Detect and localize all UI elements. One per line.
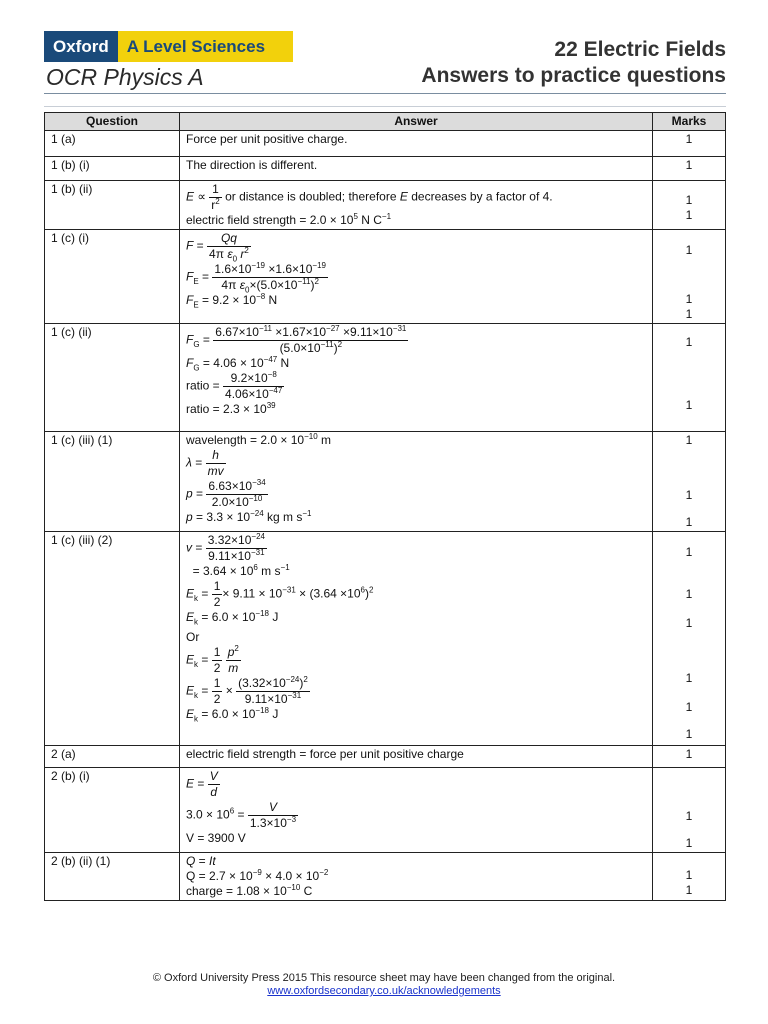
table-row [45,157,726,181]
copyright-footer: © Oxford University Press 2015 This resource sheet may have been changed from the original. [152,972,616,984]
answer-cell [180,157,653,181]
formula-line: $F_G$ = $\frac{6.67\times 10^{-11} \times 1.67\times 10^{-27} \times 9.11\times 10^{-31}}{(5.0\times 10^{-11})^2}$ [186,324,407,355]
answer-text: electric field strength = force per unit positive charge [186,747,464,761]
question-cell: 1 (b) (i) [45,157,180,181]
table-row [45,131,726,157]
answer-cell [180,324,653,432]
ratio-result-line: ratio = $2.3 \times 10^{39}$ [186,401,276,416]
question-cell: 2 (a) [45,746,180,768]
answer-cell [180,532,653,746]
substitution-line: $Q = 2.7 \times 10^{-9} \times 4.0 \times 10^{-2}$ [186,868,329,883]
answer-text: The direction is different. [186,158,318,172]
marks-cell: 1 1 [653,853,726,901]
marks-cell: 1 1 1 [653,230,726,324]
question-cell: 1 (c) (ii) [45,324,180,432]
table-row [45,230,726,324]
alt-substitution-line: $E_k$ = $\frac{1}{2}$ × $\frac{(3.32\times 10^{-24})^2}{9.11\times 10^{-31}}$ [186,675,308,706]
answer-cell [180,230,653,324]
formula-line: Q = It [186,854,216,868]
kinetic-energy-result-line: $E_k = 6.0 \times 10^{-18}$ J [186,609,279,627]
substitution-line: $F_E$ = $\frac{1.6\times 10^{-19} \times 1.6\times 10^{-19}}{4\pi \varepsilon_0\times(5.0\times 10^{-11})^2}$ [186,261,326,295]
marks-cell: 1 [653,131,726,157]
answer-cell [180,131,653,157]
substitution-line: p = $\frac{6.63\times 10^{-34}}{2.0\times 10^{-10}}$ [186,478,266,509]
proportionality-line: E ∝ $\frac{1}{r^2}$ or distance is doubled; therefore E decreases by a factor of 4. [186,182,553,212]
alt-formula-line: $E_k$ = $\frac{1}{2}$ $\frac{p^2}{m}$ [186,644,239,675]
table-row [45,324,726,432]
velocity-line: v = $\frac{3.32\times 10^{-24}}{9.11\times 10^{-31}}$ [186,532,265,563]
substitution-line: $3.0 \times 10^6$ = $\frac{V}{1.3\times 10^{-3}}$ [186,800,297,830]
result-line: $F_G = 4.06 \times 10^{-47}$ N [186,355,290,373]
wavelength-line: wavelength = $2.0 \times 10^{-10}$ m [186,432,332,447]
column-header-question: Question [45,113,180,131]
question-cell: 1 (c) (iii) (2) [45,532,180,746]
marks-cell: 1 1 1 [653,432,726,532]
ratio-line: ratio = $\frac{9.2\times 10^{-8}}{4.06\times 10^{-47}}$ [186,370,283,401]
marks-cell: 1 [653,746,726,768]
answer-cell [180,768,653,853]
field-strength-line: electric field strength = $2.0 \times 10^5$ N $C^{-1}$ [186,212,392,227]
chapter-title: 22 Electric Fields [554,38,726,61]
acknowledgements-link[interactable]: www.oxfordsecondary.co.uk/acknowledgements [267,985,501,997]
table-row [45,746,726,768]
marks-cell: 1 1 [653,768,726,853]
result-line: V = 3900 V [186,831,246,845]
marks-cell: 1 1 1 1 1 1 [653,532,726,746]
marks-cell: 1 1 [653,181,726,230]
oxford-logo [44,31,293,62]
column-header-answer: Answer [180,113,653,131]
logo-oxford-text: Oxford [44,31,118,62]
kinetic-energy-line: $E_k$ = $\frac{1}{2}$ × $9.11 \times 10^{-31} \times (3.64 \times 10^6)^2$ [186,579,374,609]
result-line: $p = 3.3 \times 10^{-24}$ kg m $s^{-1}$ [186,509,312,524]
answer-cell [180,432,653,532]
question-cell: 2 (b) (ii) (1) [45,853,180,901]
table-row [45,768,726,853]
question-cell: 1 (c) (i) [45,230,180,324]
table-row [45,181,726,230]
marks-cell: 1 [653,157,726,181]
table-row [45,532,726,746]
alt-result-line: $E_k = 6.0 \times 10^{-18}$ J [186,706,279,724]
velocity-result-line: = $3.64 \times 10^6$ m $s^{-1}$ [186,563,290,578]
header-rule-light [44,106,726,107]
logo-series-text: A Level Sciences [118,31,293,62]
answers-table [44,112,726,901]
formula-line: F = $\frac{Qq}{4\pi \varepsilon_0 r^2}$ [186,231,249,264]
question-cell: 1 (a) [45,131,180,157]
marks-cell: 1 1 [653,324,726,432]
answer-cell [180,853,653,901]
document-title: Answers to practice questions [421,64,726,87]
column-header-marks: Marks [653,113,726,131]
subject-title: OCR Physics A [46,64,204,90]
formula-line: λ = $\frac{h}{mv}$ [186,448,224,478]
question-cell: 2 (b) (i) [45,768,180,853]
table-row [45,853,726,901]
result-line: $F_E = 9.2 \times 10^{-8}$ N [186,292,278,310]
question-cell: 1 (b) (ii) [45,181,180,230]
or-label: Or [186,630,200,644]
table-header-row [45,113,726,131]
result-line: charge = $1.08 \times 10^{-10}$ C [186,883,313,898]
formula-line: E = $\frac{V}{d}$ [186,769,218,799]
answer-cell [180,746,653,768]
table-row [45,432,726,532]
header-rule [44,93,726,94]
question-cell: 1 (c) (iii) (1) [45,432,180,532]
answer-text: Force per unit positive charge. [186,132,348,146]
answer-cell [180,181,653,230]
